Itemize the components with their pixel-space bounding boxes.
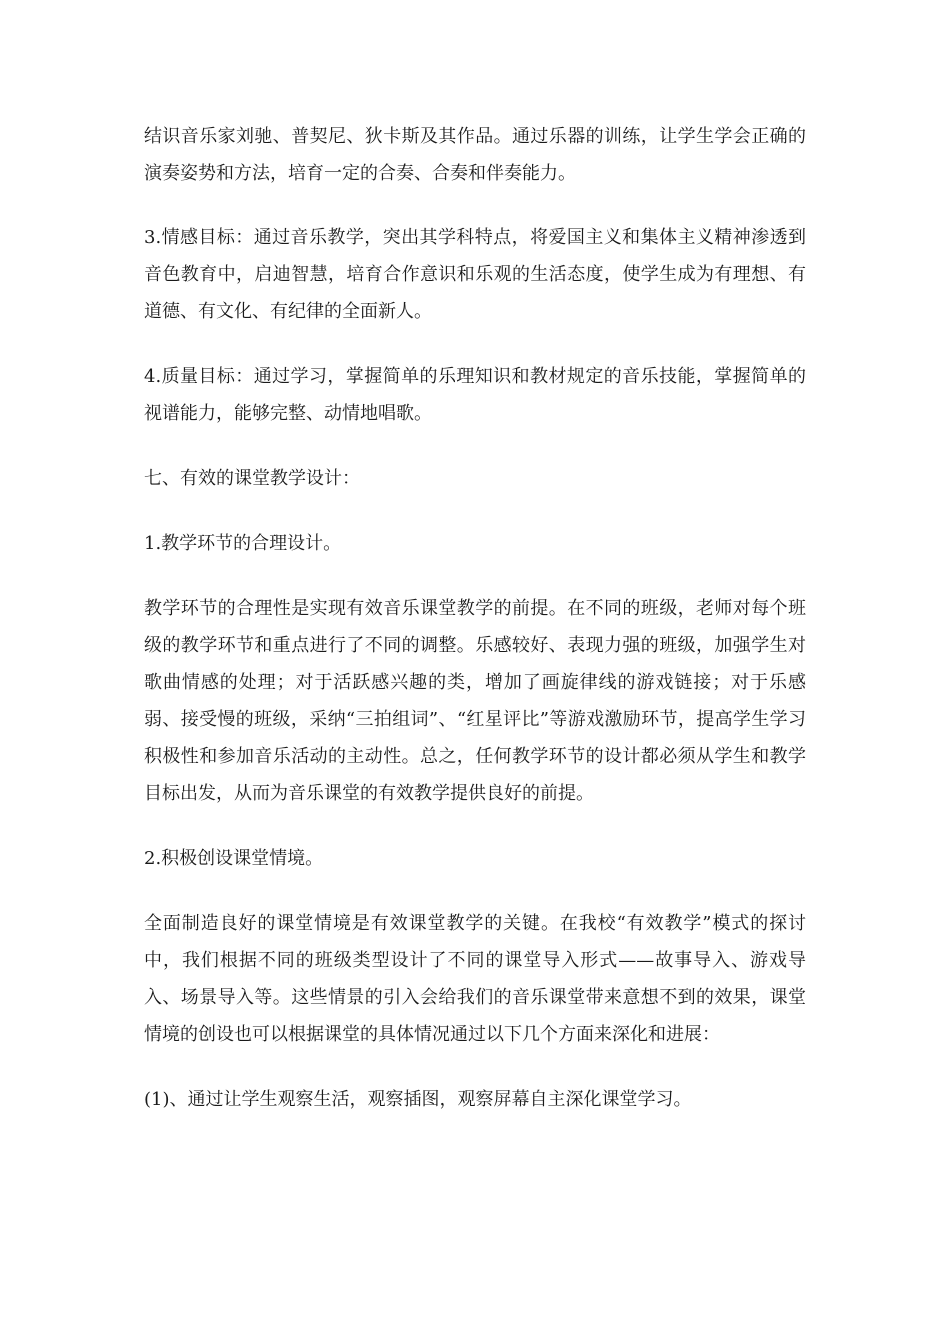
list-item-observation: (1)、通过让学生观察生活，观察插图，观察屏幕自主深化课堂学习。 (144, 1089, 692, 1110)
section-heading-effective-design: 七、有效的课堂教学设计： (144, 468, 360, 489)
subheading-teaching-steps: 1.教学环节的合理设计。 (144, 533, 342, 554)
document-body (144, 118, 806, 1146)
paragraph-quality-goal: 4.质量目标：通过学习，掌握简单的乐理知识和教材规定的音乐技能，掌握简单的视谱能力，能够完整、动情地唱歌。 (144, 366, 806, 424)
paragraph-teaching-steps: 教学环节的合理性是实现有效音乐课堂教学的前提。在不同的班级，老师对每个班级的教学环节和重点进行了不同的调整。乐感较好、表现力强的班级，加强学生对歌曲情感的处理；对于活跃感兴趣的类，增加了画旋律线的游戏链接；对于乐感弱、接受慢的班级，采纳“三拍组词”、“红星评比”等游戏激励环节，提高学生学习积极性和参加音乐活动的主动性。总之，任何教学环节的设计都必须从学生和教学目标出发，从而为音乐课堂的有效教学提供良好的前提。 (144, 598, 806, 804)
paragraph-composers-and-instruments: 结识音乐家刘驰、普契尼、狄卡斯及其作品。通过乐器的训练，让学生学会正确的演奏姿势和方法，培育一定的合奏、合奏和伴奏能力。 (144, 126, 806, 184)
paragraph-classroom-situation: 全面制造良好的课堂情境是有效课堂教学的关键。在我校“有效教学”模式的探讨中，我们根据不同的班级类型设计了不同的课堂导入形式——故事导入、游戏导入、场景导入等。这些情景的引入会给我们的音乐课堂带来意想不到的效果，课堂情境的创设也可以根据课堂的具体情况通过以下几个方面来深化和进展： (144, 913, 806, 1045)
subheading-classroom-situation: 2.积极创设课堂情境。 (144, 848, 324, 869)
paragraph-emotional-goal: 3.情感目标：通过音乐教学，突出其学科特点，将爱国主义和集体主义精神渗透到音色教育中，启迪智慧，培育合作意识和乐观的生活态度，使学生成为有理想、有道德、有文化、有纪律的全面新人。 (144, 227, 806, 322)
